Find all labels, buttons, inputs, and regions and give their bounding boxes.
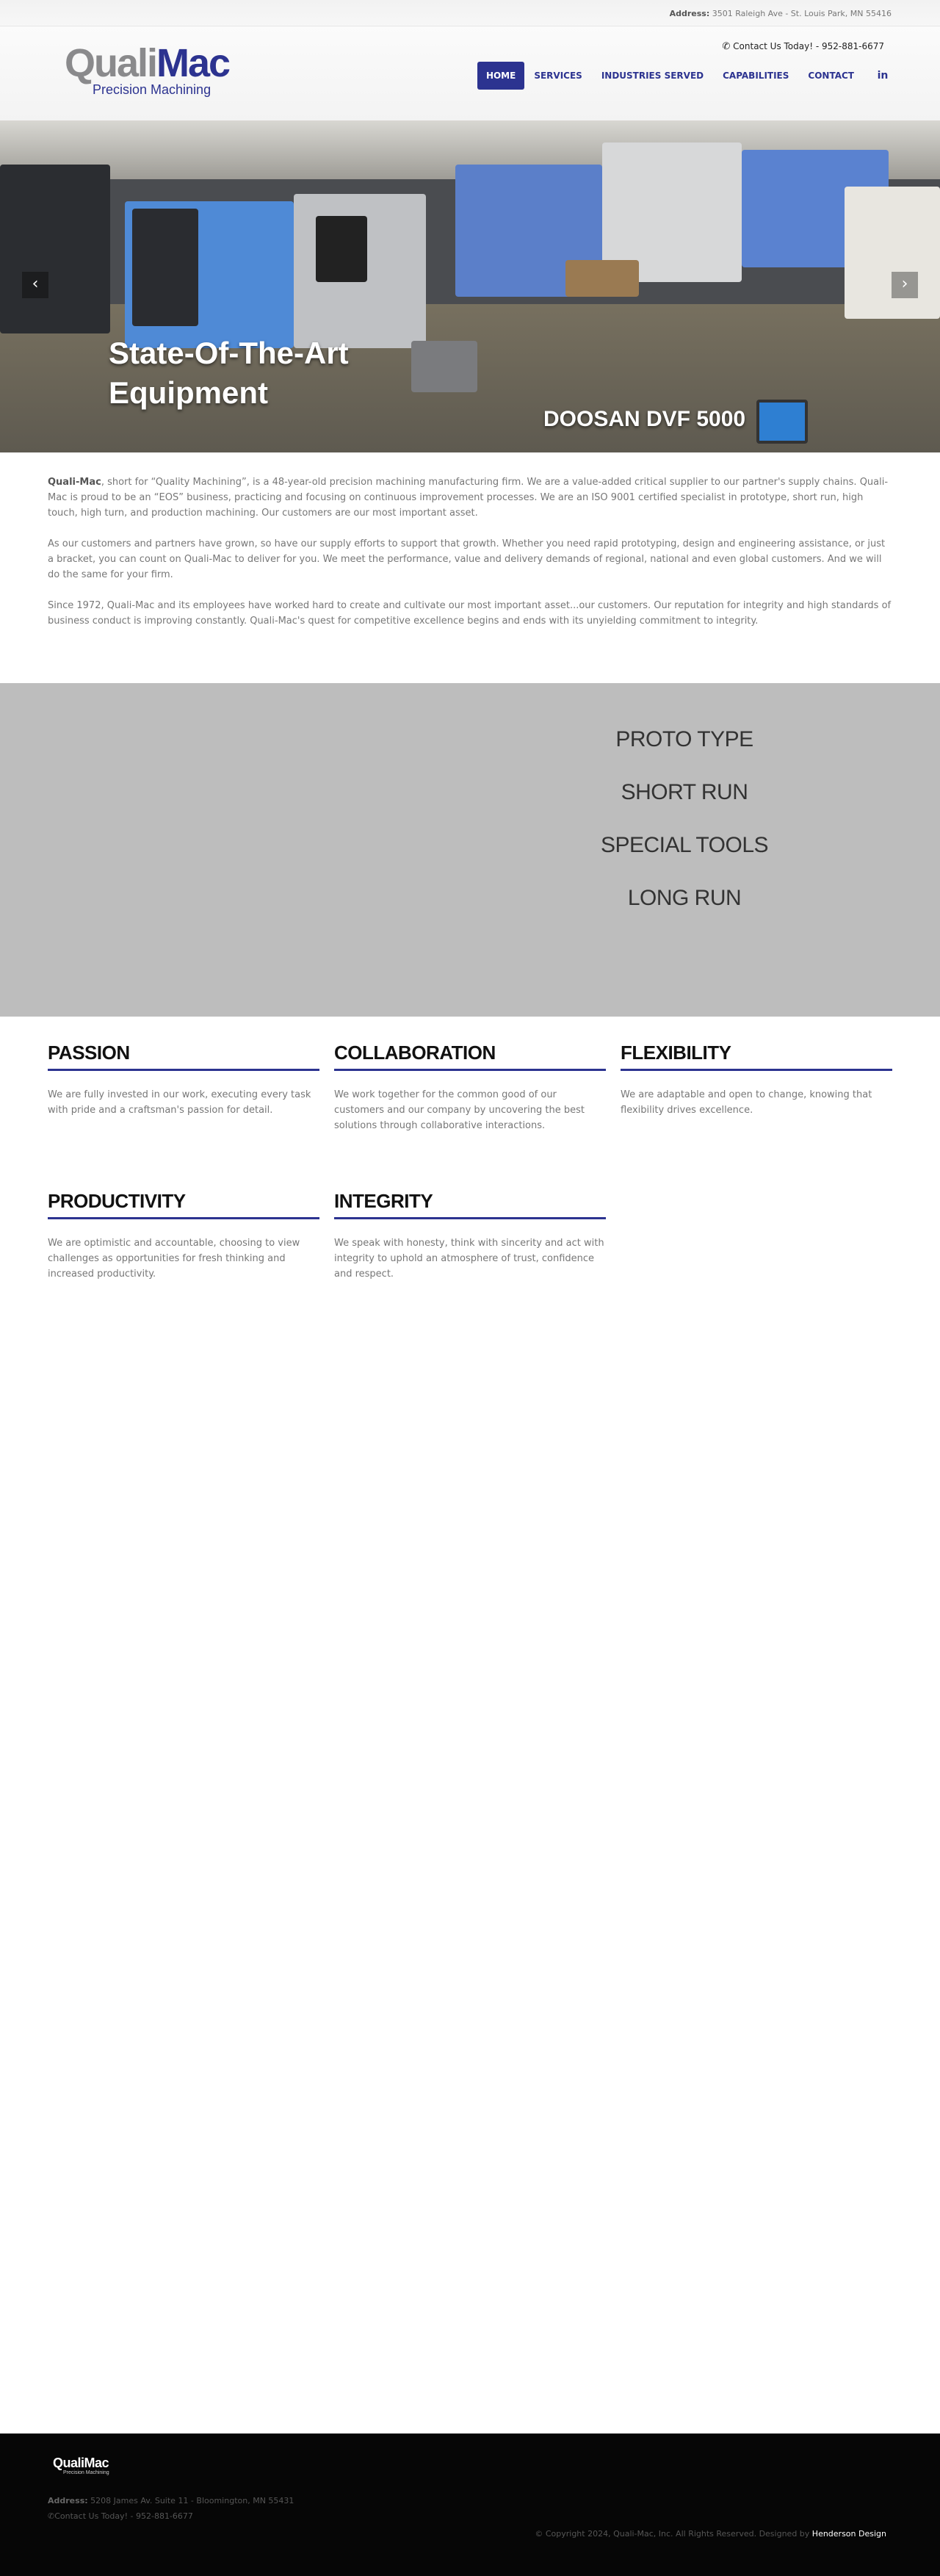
service-long-run[interactable]: LONG RUN — [627, 886, 742, 910]
machine-shape — [316, 216, 367, 282]
top-address-label: Address: — [669, 9, 710, 18]
value-card — [48, 1190, 319, 1282]
value-card — [334, 1190, 606, 1282]
value-card — [334, 1042, 606, 1133]
slider-prev-icon[interactable]: ‹ — [22, 272, 48, 298]
machine-shape — [0, 165, 110, 333]
value-card — [621, 1042, 892, 1118]
logo-mac: Mac — [156, 41, 230, 85]
top-address — [670, 9, 892, 18]
hero-machine-caption: DOOSAN DVF 5000 — [543, 407, 746, 431]
nav-services[interactable]: SERVICES — [534, 71, 582, 81]
top-address-text: 3501 Raleigh Ave - St. Louis Park, MN 55416 — [712, 9, 892, 18]
footer-address-label: Address: — [48, 2496, 88, 2505]
main-nav — [477, 62, 892, 90]
footer-logo-wordmark: QualiMac — [53, 2456, 109, 2470]
service-proto-type[interactable]: PROTO TYPE — [615, 727, 753, 751]
footer-address — [48, 2496, 294, 2505]
phone-icon: ✆ — [722, 41, 731, 52]
designer-link[interactable]: Henderson Design — [811, 2529, 886, 2539]
intro-section — [48, 475, 892, 644]
intro-p1-text: , short for “Quality Machining”, is a 48-year-old precision machining manufacturing firm. We are a value-added critical supplier to our partner's supply chains. Quali-Mac is proud to be an “EOS” business, practicing and focusing on continuous improvement processes. We are an ISO 9001 certified specialist in prototype, short run, high touch, high turn, and production machining. Our customers are our most important asset. — [48, 477, 889, 519]
nav-industries-served[interactable]: INDUSTRIES SERVED — [601, 71, 704, 81]
value-title: INTEGRITY — [334, 1190, 606, 1219]
logo-quali: Quali — [65, 41, 157, 85]
value-text: We are fully invested in our work, executing every task with pride and a craftsman's passion for detail. — [48, 1089, 311, 1116]
top-bar — [0, 0, 940, 26]
footer-logo-tagline: Precision Machining — [63, 2470, 109, 2475]
cart-shape — [411, 341, 477, 392]
monitor-shape — [756, 400, 808, 444]
value-card — [48, 1042, 319, 1118]
value-title: PRODUCTIVITY — [48, 1190, 319, 1219]
value-text: We are adaptable and open to change, knowing that flexibility drives excellence. — [621, 1089, 872, 1116]
footer-contact[interactable] — [48, 2511, 193, 2521]
site-footer — [0, 2434, 940, 2576]
linkedin-icon[interactable]: in — [877, 70, 889, 82]
service-short-run[interactable]: SHORT RUN — [621, 780, 748, 804]
intro-paragraph — [48, 475, 892, 521]
value-text: We are optimistic and accountable, choosing to view challenges as opportunities for fresh thinking and increased productivity. — [48, 1238, 300, 1280]
logo-wordmark — [65, 41, 229, 85]
footer-logo[interactable] — [53, 2456, 112, 2475]
value-text: We work together for the common good of our customers and our company by uncovering the best solutions through collaborative interactions. — [334, 1089, 585, 1131]
slider-next-icon[interactable]: › — [892, 272, 918, 298]
hero-slider — [0, 120, 940, 452]
table-shape — [565, 260, 639, 297]
site-header — [0, 26, 940, 120]
value-title: COLLABORATION — [334, 1042, 606, 1071]
header-contact[interactable] — [722, 41, 884, 52]
footer-contact-text: Contact Us Today! - 952-881-6677 — [54, 2511, 193, 2521]
service-special-tools[interactable]: SPECIAL TOOLS — [600, 833, 769, 857]
hero-caption: State-Of-The-Art Equipment — [109, 336, 349, 410]
copyright-text: © Copyright 2024, Quali-Mac, Inc. All Rights Reserved. Designed by — [535, 2529, 810, 2539]
footer-address-text: 5208 James Av. Suite 11 - Bloomington, MN 55431 — [90, 2496, 294, 2505]
phone-icon: ✆ — [48, 2511, 55, 2521]
logo-tagline: Precision Machining — [93, 82, 212, 97]
value-title: PASSION — [48, 1042, 319, 1071]
value-text: We speak with honesty, think with sincerity and act with integrity to uphold an atmosphere of trust, confidence and respect. — [334, 1238, 604, 1280]
site-logo[interactable] — [65, 41, 230, 100]
nav-contact[interactable]: CONTACT — [808, 71, 854, 81]
intro-brand: Quali-Mac — [48, 477, 101, 488]
intro-paragraph: As our customers and partners have grown, so have our supply efforts to support that growth. Whether you need rapid prototyping, design and engineering assistance, or just a bracket, you can count on Quali-Mac to deliver for you. We meet the performance, value and delivery demands of regional, national and even global customers. And we will do the same for your firm. — [48, 538, 886, 580]
value-title: FLEXIBILITY — [621, 1042, 892, 1071]
header-contact-text: Contact Us Today! - 952-881-6677 — [733, 41, 884, 51]
nav-home[interactable]: HOME — [477, 62, 524, 90]
services-band — [0, 683, 940, 1017]
machine-shape — [132, 209, 198, 326]
copyright — [535, 2529, 886, 2539]
intro-paragraph: Since 1972, Quali-Mac and its employees have worked hard to create and cultivate our most important asset...our customers. Our reputation for integrity and high standards of business conduct is improving constantly. Quali-Mac's quest for competitive excellence begins and ends with its unyielding commitment to integrity. — [48, 600, 892, 627]
nav-capabilities[interactable]: CAPABILITIES — [723, 71, 789, 81]
machine-shape — [845, 187, 940, 319]
